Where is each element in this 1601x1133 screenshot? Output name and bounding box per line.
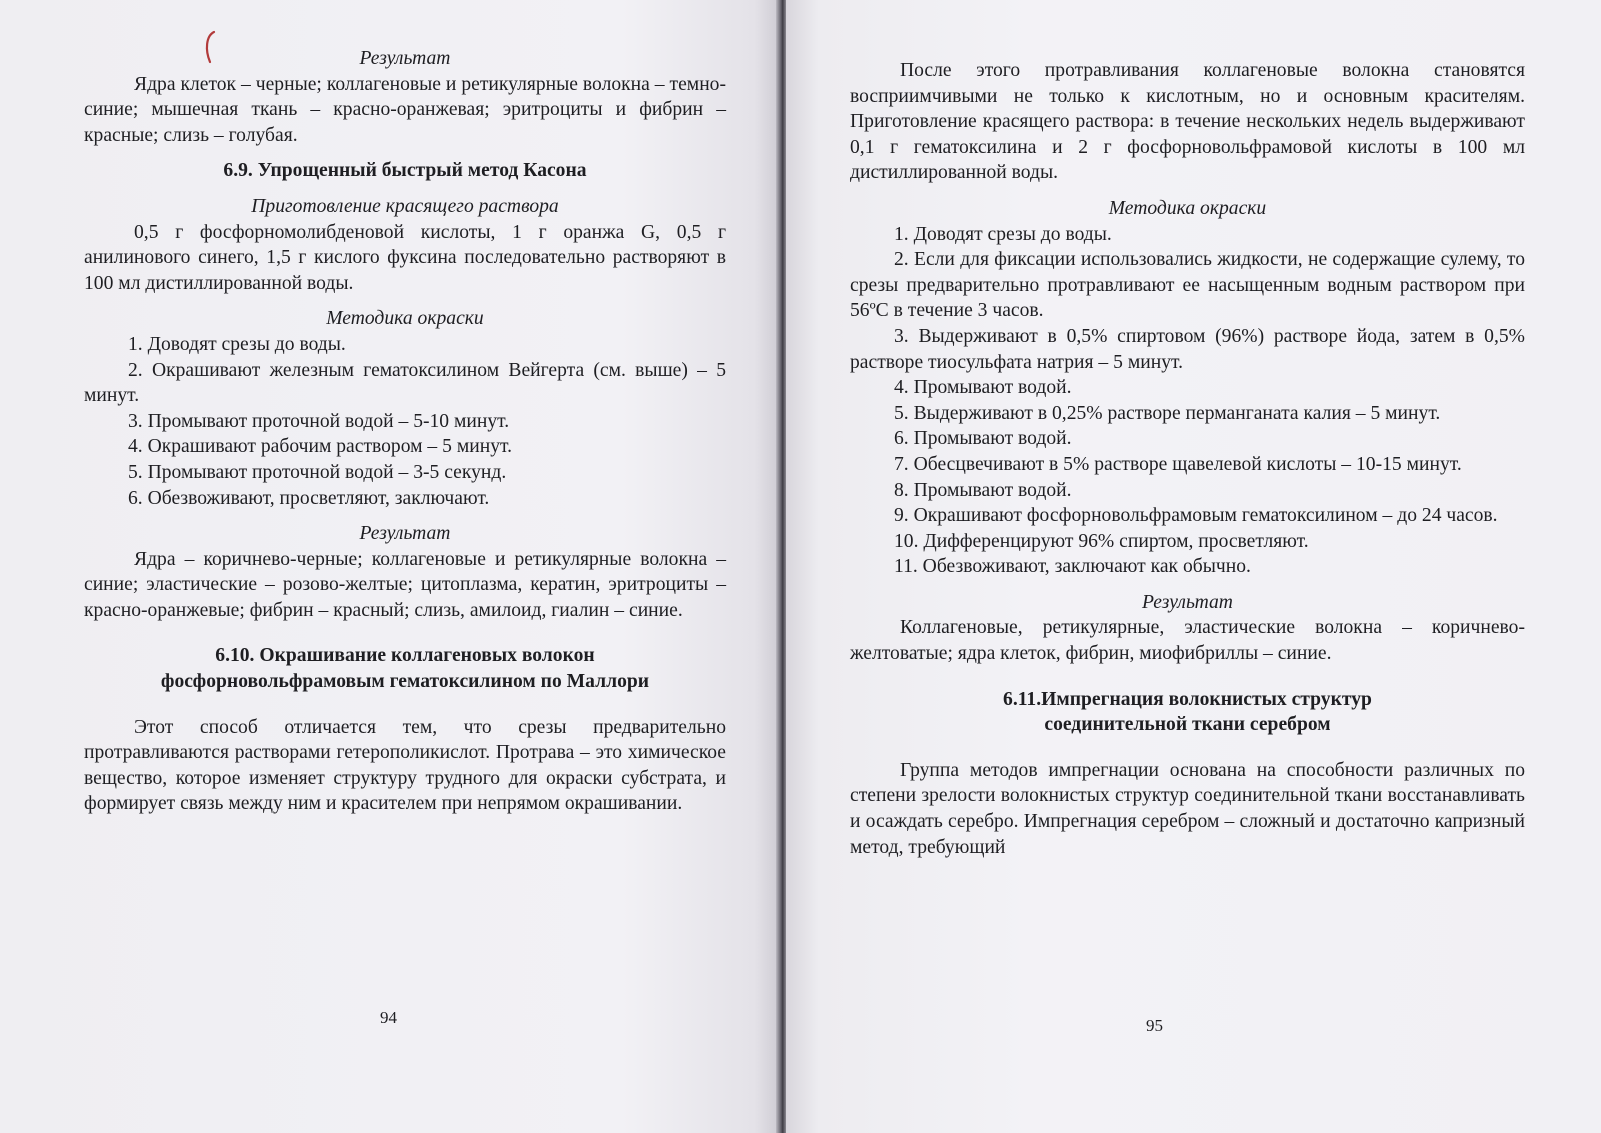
list-item: 2. Окрашивают железным гематоксилином Вейгерта (см. выше) – 5 минут. xyxy=(84,359,726,407)
list-item: 3. Промывают проточной водой – 5-10 минут. xyxy=(128,410,510,432)
left-page-text xyxy=(84,46,726,817)
list-item: 5. Выдерживают в 0,25% растворе перманганата калия – 5 минут. xyxy=(894,402,1441,424)
result-text: Коллагеновые, ретикулярные, эластические волокна – коричнево-желтоватые; ядра клеток, фибрин, миофибриллы – синие. xyxy=(850,617,1525,665)
list-item: 6. Промывают водой. xyxy=(894,428,1072,450)
section-title-6-11: 6.11.Импрегнация волокнистых структур xyxy=(1003,688,1372,710)
intro-text: Этот способ отличается тем, что срезы предварительно протравливаются растворами гетерополикислот. Протрава – это химическое вещество, которое изменяет структуру трудного для окраски субстрата, и формирует связь между ним и красителем при непрямом окрашивании. xyxy=(84,716,726,815)
result-text: Ядра клеток – черные; коллагеновые и ретикулярные волокна – темно-синие; мышечная ткань – красно-оранжевая; эритроциты и фибрин – красные; слизь – голубая. xyxy=(84,73,726,146)
list-item: 4. Промывают водой. xyxy=(894,377,1072,399)
left-page xyxy=(0,0,778,1133)
result-heading: Результат xyxy=(359,523,451,545)
list-item: 3. Выдерживают в 0,5% спиртовом (96%) растворе йода, затем в 0,5% растворе тиосульфата натрия – 5 минут. xyxy=(850,325,1525,373)
prep-heading: Приготовление красящего раствора xyxy=(251,195,559,217)
list-item: 6. Обезвоживают, просветляют, заключают. xyxy=(128,487,490,509)
list-item: 7. Обесцвечивают в 5% растворе щавелевой кислоты – 10-15 минут. xyxy=(894,453,1462,475)
section-title-6-10-line2: фосфорновольфрамовым гематоксилином по Маллори xyxy=(160,671,650,693)
section-title-6-10: 6.10. Окрашивание коллагеновых волокон xyxy=(215,645,595,667)
list-item: 1. Доводят срезы до воды. xyxy=(894,223,1112,245)
body-text: Группа методов импрегнации основана на способности различных по степени зрелости волокнистых структур соединительной ткани восстанавливать и осаждать серебро. Импрегнация серебром – сложный и достаточно капризный метод, требующий xyxy=(850,759,1525,858)
list-item: 4. Окрашивают рабочим раствором – 5 минут. xyxy=(128,436,512,458)
result-heading: Результат xyxy=(359,48,451,69)
list-item: 5. Промывают проточной водой – 3-5 секунд. xyxy=(128,461,507,483)
page-number: 95 xyxy=(1146,1016,1163,1035)
list-item: 8. Промывают водой. xyxy=(894,479,1072,501)
right-page-text xyxy=(850,58,1525,860)
page-number: 94 xyxy=(380,1008,397,1027)
right-page xyxy=(786,0,1601,1133)
method-heading: Методика окраски xyxy=(326,308,484,330)
intro-text: После этого протравливания коллагеновые волокна становятся восприимчивыми не только к кислотным, но и основным красителям. Приготовление красящего раствора: в течение нескольких недель выдерживают 0,1 г гематоксилина и 2 г фосфорновольфрамовой кислоты в 100 мл дистиллированной воды. xyxy=(850,60,1525,184)
list-item: 1. Доводят срезы до воды. xyxy=(128,333,346,355)
section-title-6-11-line2: соединительной ткани серебром xyxy=(1044,714,1331,736)
list-item: 10. Дифференцируют 96% спиртом, просветляют. xyxy=(894,530,1309,552)
list-item: 11. Обезвоживают, заключают как обычно. xyxy=(894,556,1251,578)
list-item: 9. Окрашивают фосфорновольфрамовым гематоксилином – до 24 часов. xyxy=(894,505,1498,527)
list-item: 2. Если для фиксации использовались жидкости, не содержащие сулему, то срезы предварительно протравливают ее насыщенным водным раствором при 56ºС в течение 3 часов. xyxy=(850,249,1525,322)
result-heading: Результат xyxy=(1142,591,1233,613)
result-text: Ядра – коричнево-черные; коллагеновые и ретикулярные волокна – синие; эластические – розово-желтые; цитоплазма, кератин, эритроциты – красно-оранжевые; фибрин – красный; слизь, амилоид, гиалин – синие. xyxy=(84,548,726,621)
section-title-6-9: 6.9. Упрощенный быстрый метод Касона xyxy=(223,160,587,182)
method-heading: Методика окраски xyxy=(1108,197,1267,219)
prep-text: 0,5 г фосфорномолибденовой кислоты, 1 г оранжа G, 0,5 г анилинового синего, 1,5 г кислого фуксина последовательно растворяют в 100 мл дистиллированной воды. xyxy=(84,221,726,294)
